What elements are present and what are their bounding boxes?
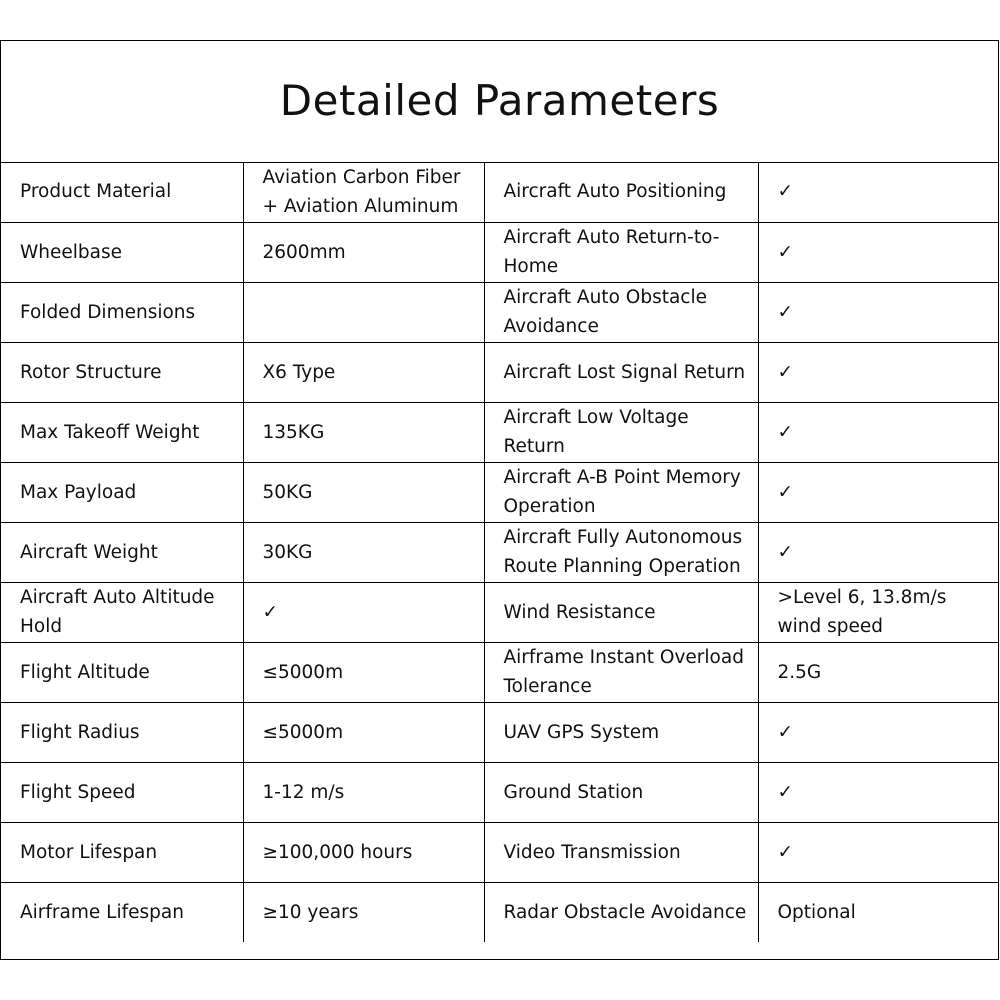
table-row: [1, 762, 999, 822]
param-label: Wheelbase: [1, 222, 243, 282]
param-value: ≥10 years: [243, 882, 484, 942]
param-value: X6 Type: [243, 342, 484, 402]
feature-value: ✓: [758, 222, 999, 282]
feature-value: ✓: [758, 522, 999, 582]
feature-value: >Level 6, 13.8m/s wind speed: [758, 582, 999, 642]
param-value: 2600mm: [243, 222, 484, 282]
feature-label: Ground Station: [484, 762, 758, 822]
table-row: [1, 642, 999, 702]
feature-label: Aircraft Fully Autonomous Route Planning Operation: [484, 522, 758, 582]
param-label: Product Material: [1, 162, 243, 222]
feature-value: ✓: [758, 282, 999, 342]
feature-label: Airframe Instant Overload Tolerance: [484, 642, 758, 702]
param-label: Rotor Structure: [1, 342, 243, 402]
parameters-table: [1, 162, 999, 942]
feature-value: ✓: [758, 702, 999, 762]
table-row: [1, 822, 999, 882]
table-row: [1, 702, 999, 762]
param-label: Max Payload: [1, 462, 243, 522]
feature-label: Wind Resistance: [484, 582, 758, 642]
param-value: ≤5000m: [243, 642, 484, 702]
table-row: [1, 162, 999, 222]
param-value: 30KG: [243, 522, 484, 582]
feature-label: Aircraft A-B Point Memory Operation: [484, 462, 758, 522]
param-value: ✓: [243, 582, 484, 642]
param-label: Motor Lifespan: [1, 822, 243, 882]
param-value: [243, 282, 484, 342]
table-row: [1, 222, 999, 282]
feature-label: Aircraft Lost Signal Return: [484, 342, 758, 402]
param-label: Airframe Lifespan: [1, 882, 243, 942]
page-title: Detailed Parameters: [279, 76, 720, 125]
title-bar: [1, 41, 998, 163]
feature-value: 2.5G: [758, 642, 999, 702]
table-row: [1, 402, 999, 462]
table-row: [1, 462, 999, 522]
feature-value: ✓: [758, 822, 999, 882]
feature-label: Aircraft Auto Positioning: [484, 162, 758, 222]
param-label: Flight Altitude: [1, 642, 243, 702]
feature-value: ✓: [758, 462, 999, 522]
table-row: [1, 882, 999, 942]
table-row: [1, 582, 999, 642]
feature-label: Aircraft Auto Obstacle Avoidance: [484, 282, 758, 342]
feature-label: Video Transmission: [484, 822, 758, 882]
feature-value: ✓: [758, 762, 999, 822]
param-value: 135KG: [243, 402, 484, 462]
param-value: 50KG: [243, 462, 484, 522]
table-row: [1, 522, 999, 582]
param-value: ≤5000m: [243, 702, 484, 762]
feature-label: Aircraft Auto Return-to-Home: [484, 222, 758, 282]
param-value: Aviation Carbon Fiber + Aviation Aluminum: [243, 162, 484, 222]
param-label: Folded Dimensions: [1, 282, 243, 342]
param-value: ≥100,000 hours: [243, 822, 484, 882]
param-label: Aircraft Auto Altitude Hold: [1, 582, 243, 642]
param-label: Flight Speed: [1, 762, 243, 822]
param-label: Max Takeoff Weight: [1, 402, 243, 462]
feature-label: UAV GPS System: [484, 702, 758, 762]
feature-label: Radar Obstacle Avoidance: [484, 882, 758, 942]
param-value: 1-12 m/s: [243, 762, 484, 822]
feature-label: Aircraft Low Voltage Return: [484, 402, 758, 462]
feature-value: ✓: [758, 342, 999, 402]
table-row: [1, 282, 999, 342]
feature-value: ✓: [758, 402, 999, 462]
param-label: Flight Radius: [1, 702, 243, 762]
table-row: [1, 342, 999, 402]
feature-value: ✓: [758, 162, 999, 222]
param-label: Aircraft Weight: [1, 522, 243, 582]
parameters-sheet: [0, 40, 999, 960]
feature-value: Optional: [758, 882, 999, 942]
